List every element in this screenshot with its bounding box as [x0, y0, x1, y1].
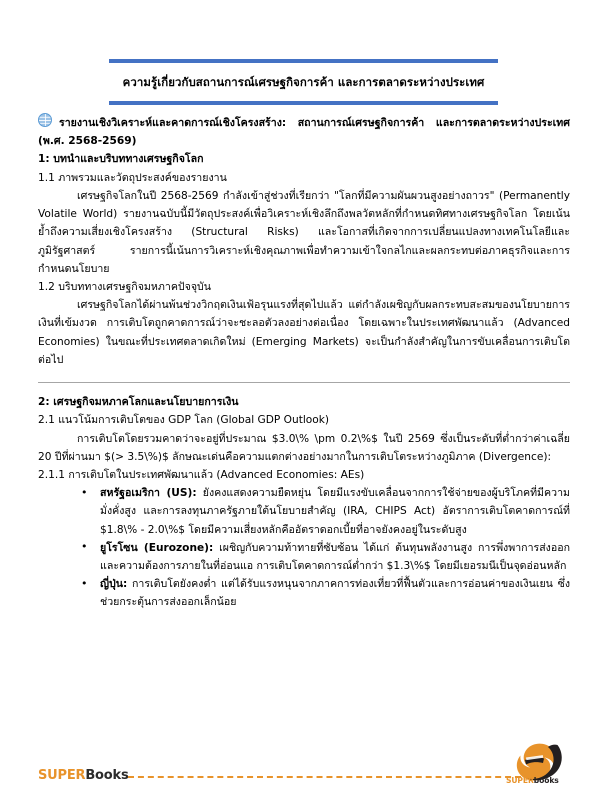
- document-title-block: [109, 59, 498, 105]
- footer-brand-super: SUPER: [38, 768, 86, 783]
- list-item-term: ญี่ปุ่น:: [100, 578, 128, 591]
- page-title: ความรู้เกี่ยวกับสถานการณ์เศรษฐกิจการค้า และการตลาดระหว่างประเทศ: [122, 75, 485, 89]
- heading-section-2-1: 2.1 แนวโน้มการเติบโตของ GDP โลก (Global GDP Outlook): [38, 414, 330, 427]
- superbooks-logo-icon: [505, 738, 579, 800]
- report-lead-text: รายงานเชิงวิเคราะห์และคาดการณ์เชิงโครงสร้าง: สถานการณ์เศรษฐกิจการค้า และการตลาดระหว่างประเทศ (พ.ศ. 2568-2569): [38, 117, 570, 148]
- document-content: [38, 113, 570, 612]
- list-item-text: การเติบโตยังคงต่ำ แต่ได้รับแรงหนุนจากภาคการท่องเที่ยวที่ฟื้นตัวและการอ่อนค่าของเงินเยน ซึ่งช่วยกระตุ้นการส่งออกเล็กน้อย: [100, 578, 570, 609]
- logo-caption-books: books: [533, 776, 559, 785]
- heading-section-1-2: 1.2 บริบททางเศรษฐกิจมหภาคปัจจุบัน: [38, 280, 212, 293]
- heading-section-2-1-1: 2.1.1 การเติบโตในประเทศพัฒนาแล้ว (Advanced Economies: AEs): [38, 468, 365, 481]
- list-item: [73, 575, 570, 611]
- section-divider: [38, 382, 570, 383]
- heading-section-2: 2: เศรษฐกิจมหภาคโลกและนโยบายการเงิน: [38, 396, 239, 409]
- footer-brand: [38, 768, 129, 783]
- list-item-term: ยูโรโซน (Eurozone):: [100, 541, 214, 554]
- title-bottom-rule: [109, 101, 498, 105]
- footer-brand-books: Books: [85, 768, 129, 783]
- paragraph-1-2: เศรษฐกิจโลกได้ผ่านพ้นช่วงวิกฤตเงินเฟ้อรุนแรงที่สุดไปแล้ว แต่กำลังเผชิญกับผลกระทบสะสมของนโยบายการเงินที่เข้มงวด การเติบโตถูกคาดการณ์ว่าจะชะลอตัวลงอย่างต่อเนื่อง โดยเฉพาะในประเทศพัฒนาแล้ว (Advanced Economies) ในขณะที่ประเทศตลาดเกิดใหม่ (Emerging Markets) จะเป็นกำลังสำคัญในการขับเคลื่อนการเติบโตต่อไป: [38, 299, 570, 366]
- list-item: [73, 539, 570, 575]
- list-item-term: สหรัฐอเมริกา (US):: [100, 487, 197, 500]
- heading-section-1: 1: บทนำและบริบททางเศรษฐกิจโลก: [38, 153, 204, 166]
- logo-caption-super: SUPER: [506, 776, 534, 785]
- paragraph-2-1: การเติบโตโดยรวมคาดว่าจะอยู่ที่ประมาณ $3.0\% \pm 0.2\%$ ในปี 2569 ซึ่งเป็นระดับที่ต่ำกว่าค่าเฉลี่ย 20 ปีที่ผ่านมา $(> 3.5\%)$ ลักษณะเด่นคือความแตกต่างอย่างมากในการเติบโตระหว่างภูมิภาค (Divergence):: [38, 432, 570, 463]
- advanced-economies-list: [38, 484, 570, 612]
- page-footer: [0, 762, 607, 808]
- globe-icon: [38, 113, 52, 127]
- logo-caption: [506, 776, 559, 785]
- paragraph-1-1: เศรษฐกิจโลกในปี 2568-2569 กำลังเข้าสู่ช่วงที่เรียกว่า "โลกที่มีความผันผวนสูงอย่างถาวร" (Permanently Volatile World) รายงานฉบับนี้มีวัตถุประสงค์เพื่อวิเคราะห์เชิงลึกถึงพลวัตหลักที่กำหนดทิศทางเศรษฐกิจโลก โดยเน้นย้ำถึงความเสี่ยงเชิงโครงสร้าง (Structural Risks) และโอกาสที่เกิดจากการเปลี่ยนแปลงทางเทคโนโลยีและภูมิรัฐศาสตร์ รายการนี้เน้นการวิเคราะห์เชิงคุณภาพเพื่อทำความเข้าใจกลไกและผลกระทบต่อภาคธุรกิจและการกำหนดนโยบาย: [38, 189, 570, 275]
- list-item: [73, 484, 570, 539]
- list-item-text: ยังคงแสดงความยืดหยุ่น โดยมีแรงขับเคลื่อนจากการใช้จ่ายของผู้บริโภคที่มีความมั่งคั่งสูง และการลงทุนภาครัฐภายใต้นโยบายสำคัญ (IRA, CHIPS Act) อัตราการเติบโตคาดการณ์ที่ $1.8\% - 2.0\%$ โดยมีความเสี่ยงหลักคืออัตราดอกเบี้ยที่อาจยังคงอยู่ในระดับสูง: [100, 487, 570, 536]
- report-lead-heading: [38, 113, 570, 150]
- list-item-text: เผชิญกับความท้าทายที่ซับซ้อน ได้แก่ ต้นทุนพลังงานสูง การพึ่งพาการส่งออก และความต้องการภายในที่อ่อนแอ การเติบโตคาดการณ์ต่ำกว่า $1.3\%$ โดยมีเยอรมนีเป็นจุดอ่อนหลัก: [100, 541, 570, 573]
- footer-dashed-rule: [128, 776, 521, 778]
- heading-section-1-1: 1.1 ภาพรวมและวัตถุประสงค์ของรายงาน: [38, 171, 227, 184]
